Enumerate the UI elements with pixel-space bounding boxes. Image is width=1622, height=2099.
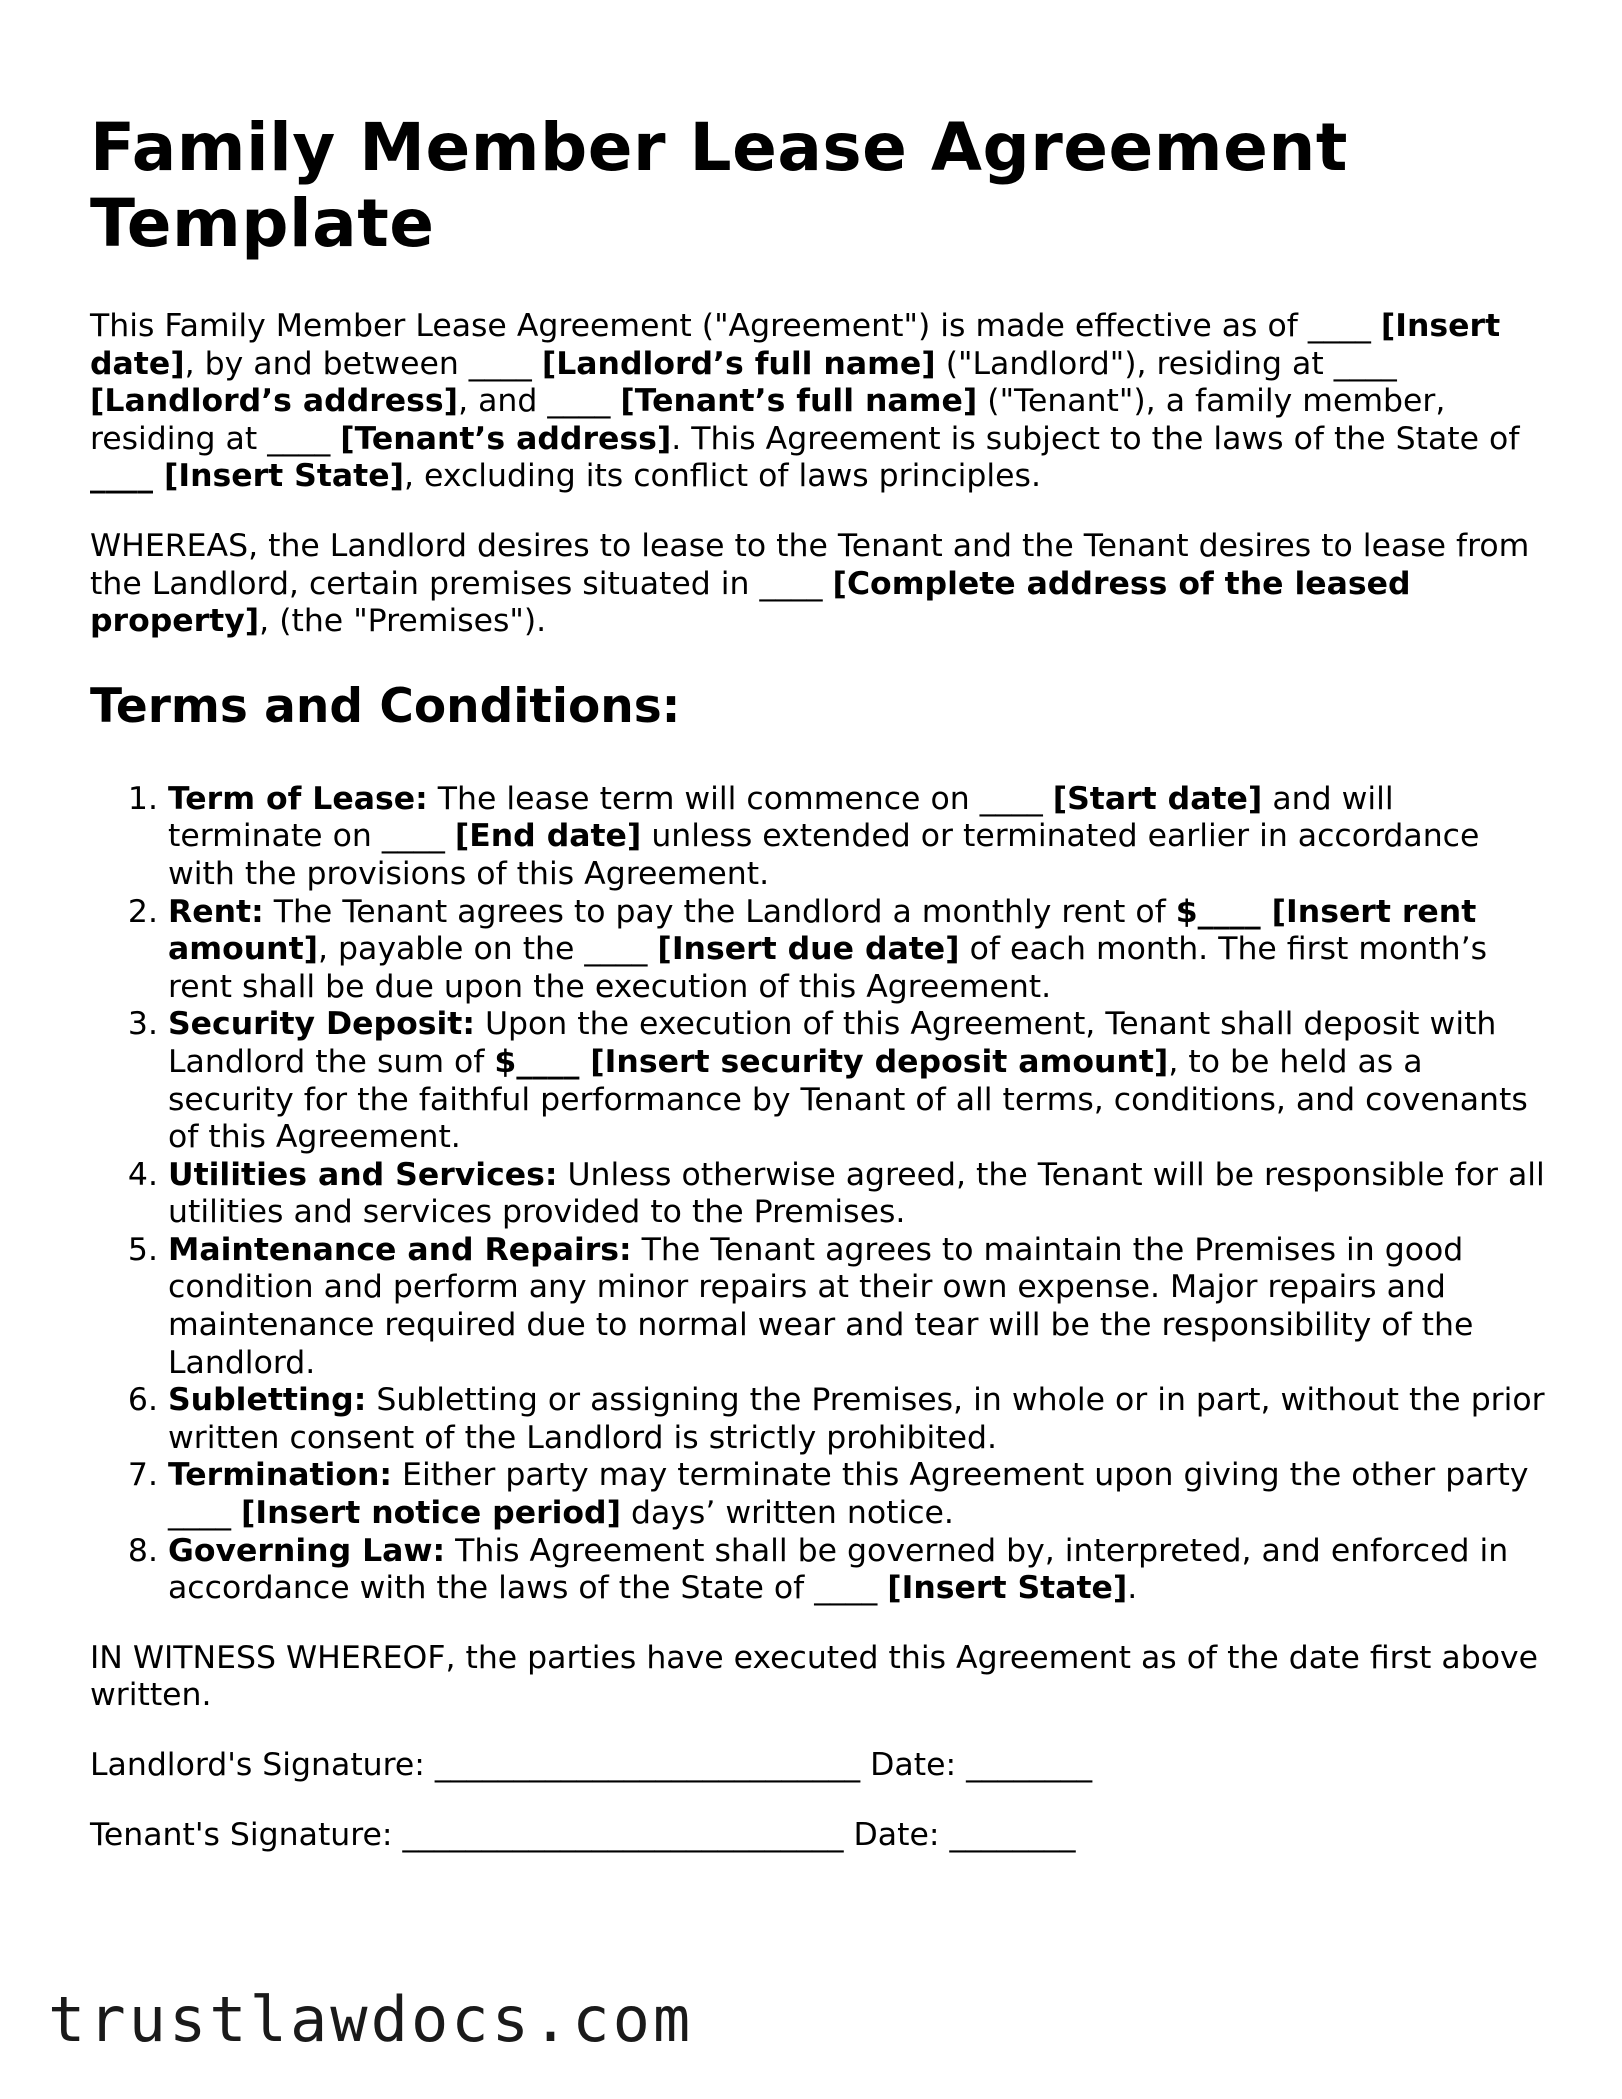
intro-text: This Family Member Lease Agreement ("Agreement") is made effective as of ____ [90,308,1381,344]
witness-paragraph: IN WITNESS WHEREOF, the parties have executed this Agreement as of the date first above written. [90,1639,1539,1714]
landlord-address-placeholder: [Landlord’s address] [90,383,459,420]
intro-paragraph [90,308,1550,496]
insert-date-placeholder: [Insert date] [90,308,1501,382]
deposit-text: , to be held as a security for the faithful performance by Tenant of all terms, conditions, and covenants of this Agreement. [168,1043,1528,1156]
tenant-signature-line: Tenant's Signature: ____________________________ Date: ________ [90,1816,1076,1853]
intro-text: . This Agreement is subject to the laws of the State of [671,420,1520,457]
termination-text: days’ written notice. [620,1495,954,1532]
whereas-text: , (the "Premises"). [259,603,547,640]
deposit-label: Security Deposit: [168,1006,475,1043]
law-text: . [1127,1570,1138,1607]
landlord-signature-line: Landlord's Signature: ___________________________ Date: ________ [90,1747,1093,1783]
subletting-text: Subletting or assigning the Premises, in whole or in part, without the prior written consent of the Landlord is strictly prohibited. [168,1382,1545,1456]
intro-text: ("Landlord"), residing at ____ [935,345,1397,382]
page-title: Family Member Lease Agreement Template [90,109,1348,262]
intro-text: , by and between ____ [184,345,542,382]
termination-text: Either party may terminate this Agreement upon giving the other party ____ [168,1457,1529,1532]
start-date-placeholder: [Start date] [1052,780,1263,817]
utilities-label: Utilities and Services: [168,1156,558,1193]
law-state-placeholder: [Insert State] [887,1570,1128,1607]
utilities-item [168,1157,1550,1232]
term-text: unless extended or terminated earlier in accordance with the provisions of this Agreement. [168,818,1480,892]
whereas-paragraph [90,528,1550,641]
intro-text: , excluding its conflict of laws principles. [404,458,1041,495]
document-page [90,110,1550,1886]
termination-label: Termination: [168,1457,393,1494]
maintenance-label: Maintenance and Repairs: [168,1231,632,1268]
rent-amount-placeholder: $____ [Insert rent amount] [168,893,1477,968]
notice-period-placeholder: [Insert notice period] [241,1495,621,1532]
maintenance-text: The Tenant agrees to maintain the Premises in good condition and perform any minor repairs at their own expense. Major repairs and maintenance required due to normal wear and tear will be the responsibility of the Landlord. [168,1231,1474,1381]
termination-item [168,1457,1550,1532]
intro-text: ("Tenant"), a family member, residing at ____ [90,383,1446,457]
end-date-placeholder: [End date] [454,818,642,855]
security-deposit-item [168,1006,1550,1156]
governing-law-item [168,1533,1550,1608]
insert-state-placeholder: ____ [Insert State] [90,458,405,495]
rent-text: of each month. The first month’s rent shall be due upon the execution of this Agreement. [168,931,1488,1005]
tenant-name-placeholder: [Tenant’s full name] [620,383,978,420]
landlord-name-placeholder: [Landlord’s full name] [541,345,936,382]
term-of-lease-item [168,781,1550,894]
premises-address-placeholder: [Complete address of the leased property] [90,565,1411,640]
term-text: and will terminate on ____ [168,780,1394,855]
rent-item [168,894,1550,1007]
rent-text: , payable on the ____ [318,931,658,968]
maintenance-item [168,1232,1550,1382]
deposit-text: Upon the execution of this Agreement, Tenant shall deposit with Landlord the sum of [168,1006,1497,1080]
law-label: Governing Law: [168,1532,446,1569]
terms-list [90,781,1550,1608]
term-text: The lease term will commence on ____ [427,780,1053,817]
deposit-amount-placeholder: $____ [Insert security deposit amount] [494,1043,1169,1080]
subletting-label: Subletting: [168,1382,367,1419]
footer-watermark: trustlawdocs.com [48,1983,694,2056]
terms-heading: Terms and Conditions: [90,678,681,734]
utilities-text: Unless otherwise agreed, the Tenant will be responsible for all utilities and services provided to the Premises. [168,1156,1545,1231]
whereas-text: WHEREAS, the Landlord desires to lease to the Tenant and the Tenant desires to lease from the Landlord, certain premises situated in ____ [90,527,1530,602]
rent-label: Rent: [168,893,264,930]
term-label: Term of Lease: [168,780,428,817]
rent-text: The Tenant agrees to pay the Landlord a monthly rent of [263,893,1176,930]
law-text: This Agreement shall be governed by, interpreted, and enforced in accordance with the laws of the State of ____ [168,1532,1509,1607]
intro-text: , and ____ [458,383,621,420]
due-date-placeholder: [Insert due date] [657,931,960,968]
subletting-item [168,1382,1550,1457]
tenant-address-placeholder: [Tenant’s address] [340,420,672,457]
